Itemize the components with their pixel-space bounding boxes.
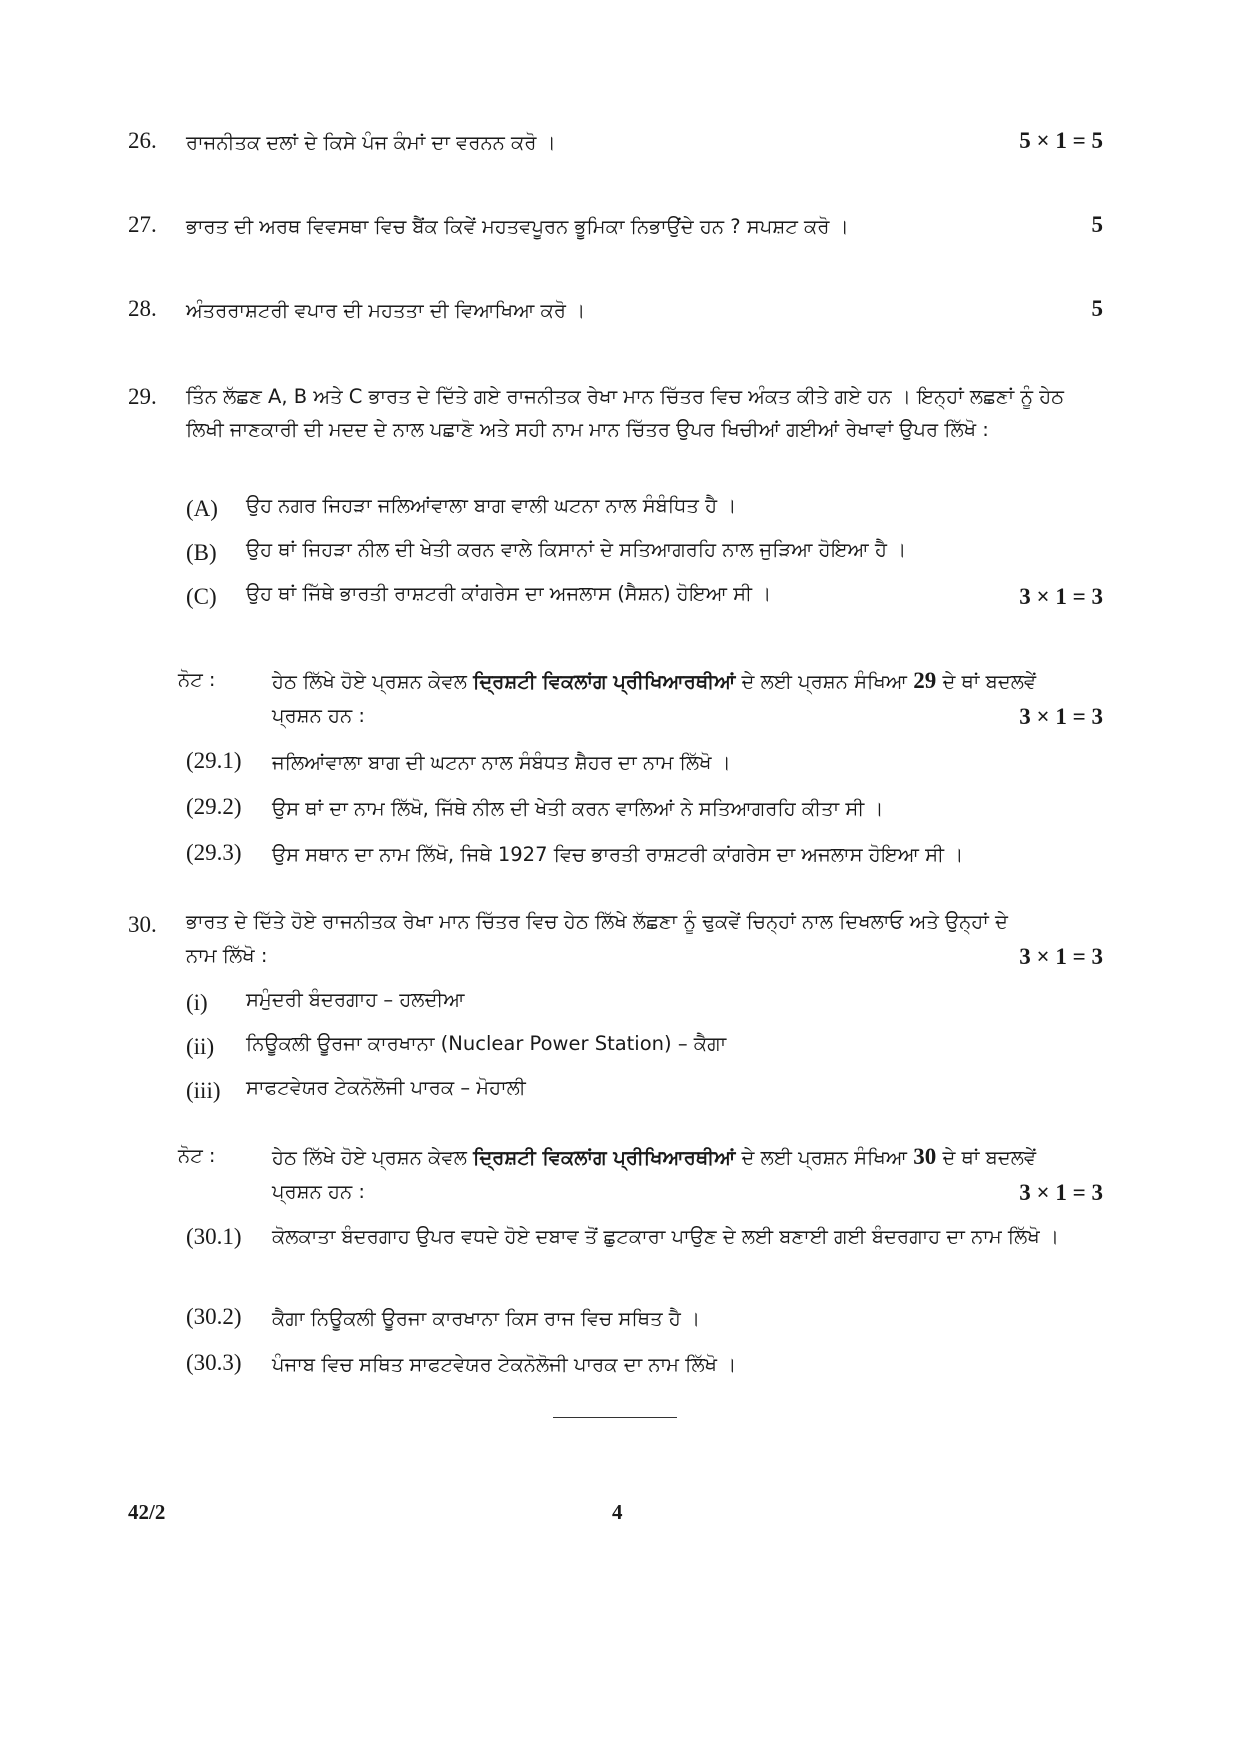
item-label: (A) <box>186 496 218 521</box>
question-text-line2: ਨਾਮ ਲਿੱਖੋ : <box>186 944 268 967</box>
marks: 5 <box>1091 212 1103 237</box>
question-number: 29. <box>128 384 157 409</box>
item-text: ਸਮੁੰਦਰੀ ਬੰਦਰਗਾਹ – ਹਲਦੀਆ <box>246 988 465 1011</box>
marks: 5 <box>1091 296 1103 321</box>
question-text: ਭਾਰਤ ਦੇ ਦਿੱਤੇ ਹੋਏ ਰਾਜਨੀਤਕ ਰੇਖਾ ਮਾਨ ਚਿੱਤਰ ਵਿਚ ਹੇਠ ਲਿੱਖੇ ਲੱਛਣਾ ਨੂੰ ਢੁਕਵੇਂ ਚਿਨ੍ਹਾਂ ਨਾਲ ਦਿਖਲਾਓ ਅਤੇ ਉਨ੍ਹਾਂ ਦੇ <box>186 910 1008 933</box>
alt-item-label: (30.2) <box>186 1304 242 1329</box>
question-number: 28. <box>128 296 157 321</box>
item-label: (iii) <box>186 1078 221 1103</box>
alt-item-text: ਕੈਗਾ ਨਿਊਕਲੀ ਊਰਜਾ ਕਾਰਖਾਨਾ ਕਿਸ ਰਾਜ ਵਿਚ ਸਥਿਤ ਹੈ । <box>272 1307 701 1330</box>
marks: 3 × 1 = 3 <box>1019 704 1103 729</box>
marks: 3 × 1 = 3 <box>1019 1180 1103 1205</box>
item-text: ਉਹ ਥਾਂ ਜਿੱਥੇ ਭਾਰਤੀ ਰਾਸ਼ਟਰੀ ਕਾਂਗਰੇਸ ਦਾ ਅਜਲਾਸ (ਸੈਸ਼ਨ) ਹੋਇਆ ਸੀ । <box>246 582 772 605</box>
note-text <box>272 664 1102 699</box>
alt-item-label: (30.1) <box>186 1224 242 1249</box>
note-bold: ਦ੍ਰਿਸ਼ਟੀ ਵਿਕਲਾਂਗ ਪ੍ਰੀਖਿਆਰਥੀਆਂ <box>473 670 736 693</box>
note-qnum: 29 <box>913 668 937 693</box>
alt-item-text: ਜਲਿਆਂਵਾਲਾ ਬਾਗ ਦੀ ਘਟਨਾ ਨਾਲ ਸੰਬੰਧਤ ਸ਼ੈਹਰ ਦਾ ਨਾਮ ਲਿੱਖੋ । <box>272 751 731 774</box>
alt-item-text: ਕੋਲਕਾਤਾ ਬੰਦਰਗਾਹ ਉਪਰ ਵਧਦੇ ਹੋਏ ਦਬਾਵ ਤੋਂ ਛੁਟਕਾਰਾ ਪਾਉਣ ਦੇ ਲਈ ਬਣਾਈ ਗਈ ਬੰਦਰਗਾਹ ਦਾ ਨਾਮ ਲਿੱਖੋ । <box>272 1225 1060 1248</box>
item-text: ਸਾਫਟਵੇਯਰ ਟੇਕਨੋਲੋਜੀ ਪਾਰਕ – ਮੋਹਾਲੀ <box>246 1076 526 1099</box>
note-text-mid: ਦੇ ਲਈ ਪ੍ਰਸ਼ਨ ਸੰਖਿਆ <box>741 1146 908 1169</box>
note-text <box>272 1140 1102 1175</box>
alt-item-text: ਉਸ ਸਥਾਨ ਦਾ ਨਾਮ ਲਿੱਖੋ, ਜਿਥੇ 1927 ਵਿਚ ਭਾਰਤੀ ਰਾਸ਼ਟਰੀ ਕਾਂਗਰੇਸ ਦਾ ਅਜਲਾਸ ਹੋਇਆ ਸੀ । <box>272 843 964 866</box>
question-number: 30. <box>128 912 157 937</box>
question-number: 26. <box>128 128 157 153</box>
question-text: ਰਾਜਨੀਤਕ ਦਲਾਂ ਦੇ ਕਿਸੇ ਪੰਜ ਕੰਮਾਂ ਦਾ ਵਰਨਨ ਕਰੋ । <box>186 131 556 154</box>
note-text-after: ਦੇ ਥਾਂ ਬਦਲਵੇਂ <box>942 1146 1037 1169</box>
alt-item-label: (29.1) <box>186 748 242 773</box>
marks: 3 × 1 = 3 <box>1019 584 1103 609</box>
question-text: ਤਿੰਨ ਲੱਛਣ A, B ਅਤੇ C ਭਾਰਤ ਦੇ ਦਿੱਤੇ ਗਏ ਰਾਜਨੀਤਕ ਰੇਖਾ ਮਾਨ ਚਿੱਤਰ ਵਿਚ ਅੰਕਤ ਕੀਤੇ ਗਏ ਹਨ । ਇਨ੍ਹਾਂ ਲਛਣਾਂ ਨੂੰ ਹੇਠ ਲਿਖੀ ਜਾਣਕਾਰੀ ਦੀ ਮਦਦ ਦੇ ਨਾਲ ਪਛਾਣੋ ਅਤੇ ਸਹੀ ਨਾਮ ਮਾਨ ਚਿੱਤਰ ਉਪਰ ਖਿਚੀਆਂ ਗਈਆਂ ਰੇਖਾਵਾਂ ਉਪਰ ਲਿੱਖੋ : <box>186 385 1064 441</box>
note-label: ਨੋਟ : <box>178 668 216 691</box>
alt-item-text: ਉਸ ਥਾਂ ਦਾ ਨਾਮ ਲਿੱਖੋ, ਜਿੱਥੇ ਨੀਲ ਦੀ ਖੇਤੀ ਕਰਨ ਵਾਲਿਆਂ ਨੇ ਸਤਿਆਗਰਹਿ ਕੀਤਾ ਸੀ । <box>272 797 884 820</box>
note-text-mid: ਦੇ ਲਈ ਪ੍ਰਸ਼ਨ ਸੰਖਿਆ <box>741 670 908 693</box>
item-label: (B) <box>186 540 217 565</box>
paper-code: 42/2 <box>128 1500 166 1524</box>
note-bold: ਦ੍ਰਿਸ਼ਟੀ ਵਿਕਲਾਂਗ ਪ੍ਰੀਖਿਆਰਥੀਆਂ <box>473 1146 736 1169</box>
marks: 5 × 1 = 5 <box>1019 128 1103 153</box>
item-label: (ii) <box>186 1034 215 1059</box>
item-text: ਉਹ ਨਗਰ ਜਿਹੜਾ ਜਲਿਆਂਵਾਲਾ ਬਾਗ ਵਾਲੀ ਘਟਨਾ ਨਾਲ ਸੰਬੰਧਿਤ ਹੈ । <box>246 494 737 517</box>
note-line2: ਪ੍ਰਸ਼ਨ ਹਨ : <box>272 1180 365 1203</box>
item-text: ਨਿਊਕਲੀ ਊਰਜਾ ਕਾਰਖਾਨਾ (Nuclear Power Station) – ਕੈਗਾ <box>246 1032 727 1055</box>
item-label: (i) <box>186 990 208 1015</box>
alt-item-label: (29.3) <box>186 840 242 865</box>
alt-item-text: ਪੰਜਾਬ ਵਿਚ ਸਥਿਤ ਸਾਫਟਵੇਯਰ ਟੇਕਨੋਲੋਜੀ ਪਾਰਕ ਦਾ ਨਾਮ ਲਿੱਖੋ । <box>272 1353 737 1376</box>
note-text-before: ਹੇਠ ਲਿੱਖੇ ਹੋਏ ਪ੍ਰਸ਼ਨ ਕੇਵਲ <box>272 1146 467 1169</box>
item-text: ਉਹ ਥਾਂ ਜਿਹੜਾ ਨੀਲ ਦੀ ਖੇਤੀ ਕਰਨ ਵਾਲੇ ਕਿਸਾਨਾਂ ਦੇ ਸਤਿਆਗਰਹਿ ਨਾਲ ਜੁੜਿਆ ਹੋਇਆ ਹੈ । <box>246 538 907 561</box>
note-text-after: ਦੇ ਥਾਂ ਬਦਲਵੇਂ <box>942 670 1037 693</box>
page-number: 4 <box>612 1500 623 1524</box>
question-text: ਅੰਤਰਰਾਸ਼ਟਰੀ ਵਪਾਰ ਦੀ ਮਹਤਤਾ ਦੀ ਵਿਆਖਿਆ ਕਰੋ । <box>186 299 586 322</box>
alt-item-label: (29.2) <box>186 794 242 819</box>
question-number: 27. <box>128 212 157 237</box>
question-text: ਭਾਰਤ ਦੀ ਅਰਥ ਵਿਵਸਥਾ ਵਿਚ ਬੈਂਕ ਕਿਵੇਂ ਮਹਤਵਪੂਰਨ ਭੂਮਿਕਾ ਨਿਭਾਉਂਦੇ ਹਨ ? ਸਪਸ਼ਟ ਕਰੋ । <box>186 215 849 238</box>
end-divider <box>553 1417 677 1418</box>
marks: 3 × 1 = 3 <box>1019 944 1103 969</box>
item-label: (C) <box>186 584 217 609</box>
note-text-before: ਹੇਠ ਲਿੱਖੇ ਹੋਏ ਪ੍ਰਸ਼ਨ ਕੇਵਲ <box>272 670 467 693</box>
alt-item-label: (30.3) <box>186 1350 242 1375</box>
note-qnum: 30 <box>913 1144 937 1169</box>
note-label: ਨੋਟ : <box>178 1144 216 1167</box>
note-line2: ਪ੍ਰਸ਼ਨ ਹਨ : <box>272 704 365 727</box>
